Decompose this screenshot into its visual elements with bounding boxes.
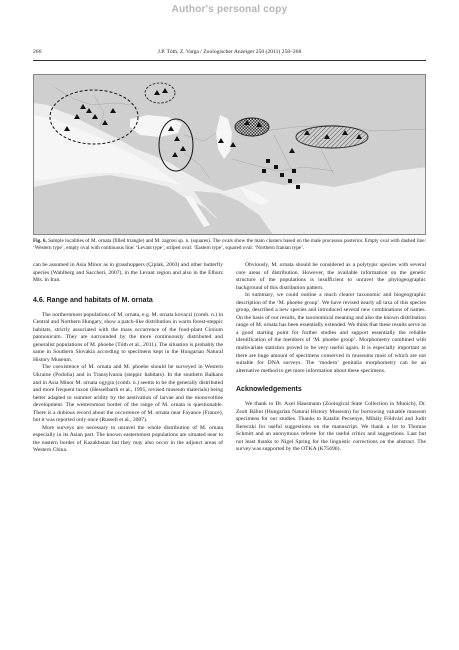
northern-iranian-type-oval <box>235 118 269 136</box>
spacer <box>33 305 223 312</box>
journal-reference: J.P. Tóth, Z. Varga / Zoologischer Anzeiger 250 (2011) 258–268 <box>157 49 302 55</box>
right-paragraph-1: Obviously, M. ornata should be considered as a polytypic species with several core areas of distribution. However, the available information on the genetic structure of the populations is insufficient to unravel the phylogeographic background of this distribution pattern. <box>236 262 426 291</box>
section-heading-range-habitats: 4.6. Range and habitats of M. ornata <box>33 296 153 304</box>
left-column <box>33 262 223 455</box>
spacer <box>33 285 223 296</box>
page-number: 266 <box>33 49 42 55</box>
right-paragraph-2: In summary, we could outline a much clearer taxonomic and biogeographic description of the ‘M. phoebe group’. We have revised nearly all taxa of this species group, described a new species and introduced several new combinations of names. On the basis of our results, the taxonomical meaning and also the known distribution range of M. ornata has been essentially extended. We think that these results serve as a good starting point for further studies and support essentially the reliable identification of the members of ‘M. phoebe group’. Morphometry combined with multivariate statistics proved to be very useful again. It is especially important as there are huge amount of specimens conserved in museums most of which are not suitable for DNA surveys. The ‘modern’ genitalia morphometry can be an alternative method to get more information about these specimens. <box>236 292 426 374</box>
distribution-map <box>34 75 426 235</box>
right-column <box>236 262 426 454</box>
running-head <box>33 49 426 59</box>
left-paragraph-2: The coexistence of M. ornata and M. phoebe should be surveyed in Western Ukraine (Podolia) and in Transylvania (steppic habitats). In the southern Balkans and in Asia Minor M. ornata ogygia (comb. n.) seems to be the generally distributed and more frequent taxon (Hesselbarth et al., 1995, revised museum materials) being better adapted to summer aridity by the aestivation of larvae and the monovoltine development. The westernmost border of the range of M. ornata is questionable. There is a dubious record about the occurrence of M. ornata near Fayance (France), but it was reported only once (Russell et al., 2007). <box>33 364 223 424</box>
figure-caption <box>33 238 426 252</box>
acknowledgements-paragraph: We thank to Dr. Axel Hausmann (Zoological State Collection in Munich), Dr. Zsolt Bálint (Hungarian Natural History Museum) for borrowing valuable museum specimens for our studies. Thanks to Katalin Pecsenye, Mihály Földvári and Judit Bereczki for useful suggestions on the manuscript. We thank a lot to Thomas Schmitt and an anonymous referee for the useful critics and suggestions. Last but not least thanks to Nigel Spring for the linguistic corrections on the abstract. The survey was supported by the OTKA (K75696). <box>236 401 426 453</box>
left-intro-paragraph: can be assumed in Asia Minor as in grasshoppers (Çiplak, 2003) and other butterfly species (Wahlberg and Saccheri, 2007), in the Levant region and also in the Elburz Mts. in Iran. <box>33 262 223 284</box>
left-paragraph-3: More surveys are necessary to unravel the whole distribution of M. ornata especially in its Asian part. The known easternmost populations are situated near to the eastern border of Kazakhstan but they may also occur in the adjunct areas of Western China. <box>33 424 223 454</box>
figure-label: Fig. 6. <box>33 238 47 244</box>
spacer <box>236 375 426 385</box>
watermark: Author's personal copy <box>171 4 288 15</box>
figure-caption-text: Sample localities of M. ornata (filled triangle) and M. zagrosi sp. n. (squares). The ovals show the main clusters based on the male processus posterior. Empty oval with dashed line: ‘Western type’, empty oval with continuous line: ‘Levant type’, striped oval: ‘Eastern type’, squared oval: ‘Northern Iranian type’. <box>33 238 426 252</box>
section-heading-acknowledgements: Acknowledgements <box>236 386 302 394</box>
left-paragraph-1: The northernmost populations of M. ornata, e.g. M. ornata kovaczi (comb. n.) in Central and Northern Hungary, show a patch-like distribution in warm forest-steppic habitats, strictly associated with the mass occurrence of the food-plant Cirsium pannonicum. They are surrounded by the more continuously distributed and generalist populations of M. phoebe (Tóth et al., 2011). The situation is probably the same in Southern Slovakia according to specimens kept in the Hungarian Natural History Museum. <box>33 311 223 363</box>
header-rule <box>33 60 426 61</box>
distribution-map-figure <box>33 74 426 235</box>
